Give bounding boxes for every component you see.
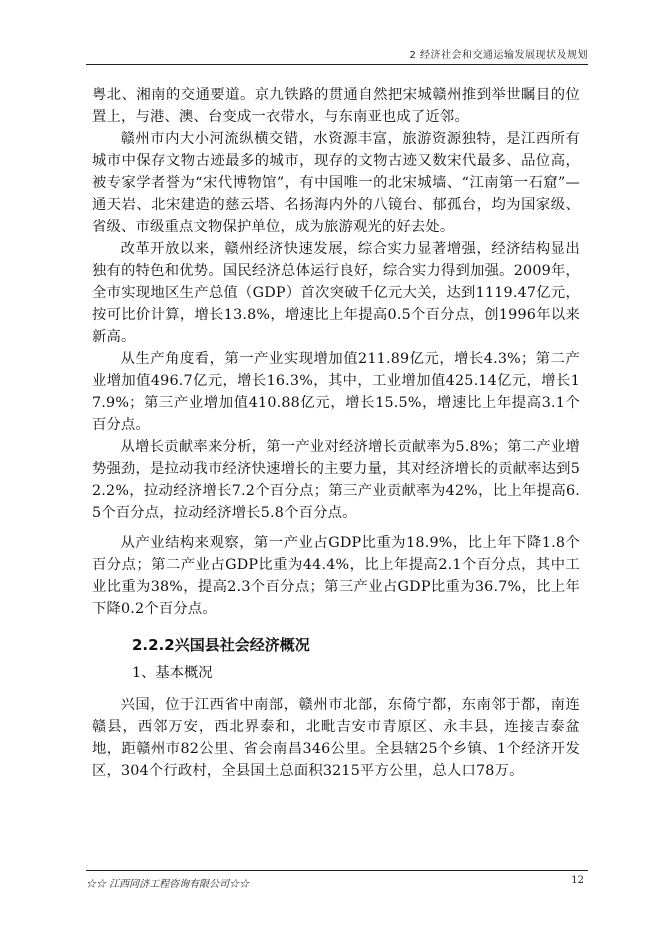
spacer — [92, 524, 580, 532]
paragraph-contribution: 从增长贡献率来分析，第一产业对经济增长贡献率为5.8%；第二产业增势强劲，是拉动我市经济快速增长的主要力量，其对经济增长的贡献率达到52.2%，拉动经济增长7.2个百分点；第三产业贡献率为42%，比上年提高6.5个百分点，拉动经济增长5.8个百分点。 — [92, 439, 580, 521]
section-heading: 2.2.2兴国县社会经济概况 — [132, 636, 310, 654]
paragraph-heritage: 赣州市内大小河流纵横交错，水资源丰富，旅游资源独特，是江西所有城市中保存文物古迹最多的城市，现存的文物古迹又数宋代最多、品位高，被专家学者誉为“宋代博物馆”，有中国唯一的北宋城墙、“江南第一石窟”—通天岩、北宋建造的慈云塔、名扬海内外的八镜台、郁孤台，均为国家级、省级、市级重点文物保护单位，成为旅游观光的好去处。 — [92, 131, 580, 235]
subsection-heading: 1、基本概况 — [132, 665, 213, 681]
paragraph-economy: 改革开放以来，赣州经济快速发展，综合实力显著增强，经济结构显出独有的特色和优势。国民经济总体运行良好，综合实力得到加强。2009年，全市实现地区生产总值（GDP）首次突破千亿元大关，达到1119.47亿元，按可比价计算，增长13.8%，增速比上年提高0.5个百分点，创1996年以来新高。 — [92, 241, 580, 345]
paragraph-xingguo: 兴国，位于江西省中南部，赣州市北部，东倚宁都，东南邻于都，南连赣县，西邻万安，西北界泰和，北毗吉安市青原区、永丰县，连接吉泰盆地，距赣州市82公里、省会南昌346公里。全县辖25个乡镇、1个经济开发区，304个行政村，全县国土总面积3215平方公里，总人口78万。 — [92, 697, 580, 779]
page-header — [86, 38, 588, 65]
footer-company: ☆☆ 江西同济工程咨询有限公司☆☆ — [86, 879, 250, 890]
paragraph-traffic: 粤北、湘南的交通要道。京九铁路的贯通自然把宋城赣州推到举世瞩目的位置上，与港、澳、台变成一衣带水，与东南亚也成了近邻。 — [92, 87, 580, 125]
document-body — [92, 84, 580, 782]
paragraph-production: 从生产角度看，第一产业实现增加值211.89亿元，增长4.3%；第二产业增加值496.7亿元，增长16.3%，其中，工业增加值425.14亿元，增长17.9%；第三产业增加值410.88亿元，增长15.5%，增速比上年提高3.1个百分点。 — [92, 351, 580, 433]
page-footer — [86, 870, 588, 891]
paragraph-structure: 从产业结构来观察，第一产业占GDP比重为18.9%，比上年下降1.8个百分点；第二产业占GDP比重为44.4%，比上年提高2.1个百分点，其中工业比重为38%，提高2.3个百分点；第三产业占GDP比重为36.7%，比上年下降0.2个百分点。 — [92, 535, 580, 617]
page-number: 12 — [571, 875, 584, 886]
header-text: 2 经济社会和交通运输发展现状及规划 — [409, 50, 588, 61]
